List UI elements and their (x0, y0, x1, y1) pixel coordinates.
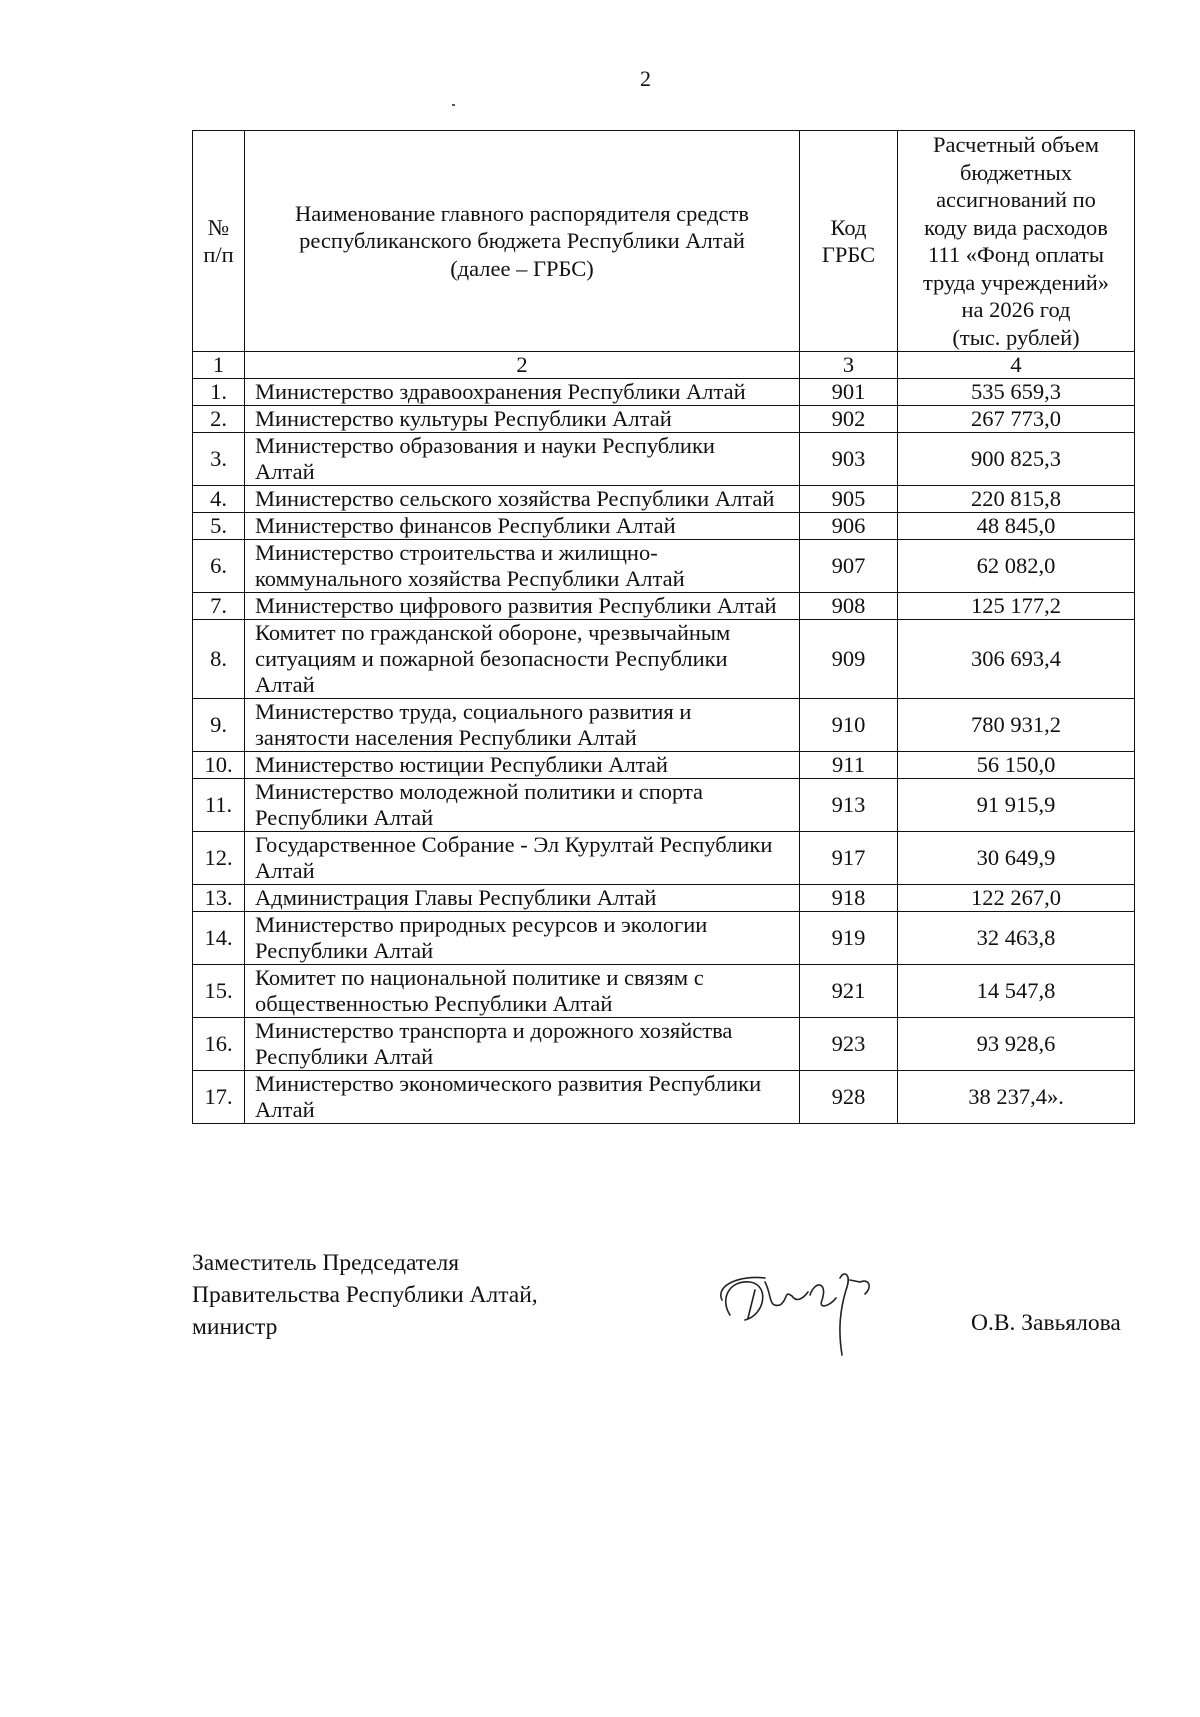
row-grbs-name: Министерство культуры Республики Алтай (245, 406, 800, 433)
row-grbs-code: 909 (800, 620, 898, 699)
position-line: министр (192, 1314, 278, 1340)
row-number: 17. (193, 1071, 245, 1124)
row-number: 11. (193, 779, 245, 832)
row-grbs-code: 910 (800, 699, 898, 752)
budget-allocation-table (192, 130, 1135, 1124)
row-amount: 48 845,0 (898, 513, 1135, 540)
table-row (193, 593, 1135, 620)
row-number: 6. (193, 540, 245, 593)
column-index-row (193, 352, 1135, 379)
row-grbs-name: Министерство финансов Республики Алтай (245, 513, 800, 540)
column-index: 1 (193, 352, 245, 379)
column-index: 4 (898, 352, 1135, 379)
table-row (193, 965, 1135, 1018)
table-row (193, 699, 1135, 752)
row-grbs-name: Комитет по гражданской обороне, чрезвычайным ситуациям и пожарной безопасности Республики Алтай (245, 620, 800, 699)
table-row (193, 752, 1135, 779)
row-amount: 14 547,8 (898, 965, 1135, 1018)
row-number: 1. (193, 379, 245, 406)
column-index: 2 (245, 352, 800, 379)
row-number: 12. (193, 832, 245, 885)
row-grbs-code: 923 (800, 1018, 898, 1071)
header-amount: Расчетный объем бюджетных ассигнований по коду вида расходов 111 «Фонд оплаты труда учреждений» на 2026 год (тыс. рублей) (898, 131, 1135, 352)
table-row (193, 779, 1135, 832)
row-amount: 93 928,6 (898, 1018, 1135, 1071)
row-grbs-name: Министерство здравоохранения Республики Алтай (245, 379, 800, 406)
row-amount: 535 659,3 (898, 379, 1135, 406)
row-grbs-code: 908 (800, 593, 898, 620)
table-body (193, 379, 1135, 1124)
row-amount: 306 693,4 (898, 620, 1135, 699)
table-row (193, 885, 1135, 912)
row-grbs-code: 918 (800, 885, 898, 912)
table-header-row (193, 131, 1135, 352)
scan-speck (452, 104, 455, 106)
position-line: Заместитель Председателя (192, 1250, 460, 1276)
table-row (193, 406, 1135, 433)
row-amount: 900 825,3 (898, 433, 1135, 486)
row-grbs-code: 901 (800, 379, 898, 406)
table-row (193, 832, 1135, 885)
row-number: 16. (193, 1018, 245, 1071)
table-row (193, 1018, 1135, 1071)
row-amount: 62 082,0 (898, 540, 1135, 593)
row-grbs-code: 919 (800, 912, 898, 965)
row-number: 14. (193, 912, 245, 965)
header-name: Наименование главного распорядителя средств республиканского бюджета Республики Алтай (далее – ГРБС) (245, 131, 800, 352)
row-grbs-name: Государственное Собрание - Эл Курултай Республики Алтай (245, 832, 800, 885)
row-number: 13. (193, 885, 245, 912)
row-grbs-name: Министерство молодежной политики и спорта Республики Алтай (245, 779, 800, 832)
row-number: 4. (193, 486, 245, 513)
row-grbs-name: Министерство образования и науки Республики Алтай (245, 433, 800, 486)
row-grbs-name: Комитет по национальной политике и связям с общественностью Республики Алтай (245, 965, 800, 1018)
row-grbs-name: Министерство цифрового развития Республики Алтай (245, 593, 800, 620)
row-amount: 38 237,4». (898, 1071, 1135, 1124)
row-number: 9. (193, 699, 245, 752)
row-number: 2. (193, 406, 245, 433)
row-number: 15. (193, 965, 245, 1018)
row-number: 7. (193, 593, 245, 620)
row-grbs-code: 902 (800, 406, 898, 433)
page-number: 2 (640, 66, 651, 91)
row-grbs-name: Министерство экономического развития Республики Алтай (245, 1071, 800, 1124)
table-row (193, 513, 1135, 540)
row-grbs-name: Министерство природных ресурсов и экологии Республики Алтай (245, 912, 800, 965)
row-number: 10. (193, 752, 245, 779)
row-grbs-code: 906 (800, 513, 898, 540)
handwritten-signature (710, 1260, 890, 1360)
row-grbs-name: Министерство юстиции Республики Алтай (245, 752, 800, 779)
row-grbs-name: Министерство строительства и жилищно- коммунального хозяйства Республики Алтай (245, 540, 800, 593)
row-amount: 125 177,2 (898, 593, 1135, 620)
table-row (193, 1071, 1135, 1124)
position-line: Правительства Республики Алтай, (192, 1282, 538, 1308)
row-number: 3. (193, 433, 245, 486)
table-row (193, 379, 1135, 406)
table-row (193, 912, 1135, 965)
signatory-name: О.В. Завьялова (971, 1310, 1121, 1336)
row-grbs-code: 907 (800, 540, 898, 593)
row-number: 5. (193, 513, 245, 540)
header-code: Код ГРБС (800, 131, 898, 352)
table-row (193, 540, 1135, 593)
row-grbs-code: 921 (800, 965, 898, 1018)
table-row (193, 486, 1135, 513)
table-row (193, 433, 1135, 486)
row-amount: 32 463,8 (898, 912, 1135, 965)
row-amount: 780 931,2 (898, 699, 1135, 752)
row-grbs-name: Министерство транспорта и дорожного хозяйства Республики Алтай (245, 1018, 800, 1071)
row-grbs-code: 911 (800, 752, 898, 779)
row-grbs-code: 905 (800, 486, 898, 513)
signatory-position (192, 1247, 538, 1343)
row-amount: 220 815,8 (898, 486, 1135, 513)
row-amount: 56 150,0 (898, 752, 1135, 779)
row-grbs-code: 928 (800, 1071, 898, 1124)
column-index: 3 (800, 352, 898, 379)
row-grbs-code: 917 (800, 832, 898, 885)
row-grbs-name: Министерство труда, социального развития и занятости населения Республики Алтай (245, 699, 800, 752)
header-num: № п/п (193, 131, 245, 352)
row-number: 8. (193, 620, 245, 699)
table-row (193, 620, 1135, 699)
row-amount: 267 773,0 (898, 406, 1135, 433)
row-amount: 30 649,9 (898, 832, 1135, 885)
row-grbs-code: 913 (800, 779, 898, 832)
row-grbs-name: Министерство сельского хозяйства Республики Алтай (245, 486, 800, 513)
row-grbs-name: Администрация Главы Республики Алтай (245, 885, 800, 912)
row-grbs-code: 903 (800, 433, 898, 486)
row-amount: 122 267,0 (898, 885, 1135, 912)
row-amount: 91 915,9 (898, 779, 1135, 832)
